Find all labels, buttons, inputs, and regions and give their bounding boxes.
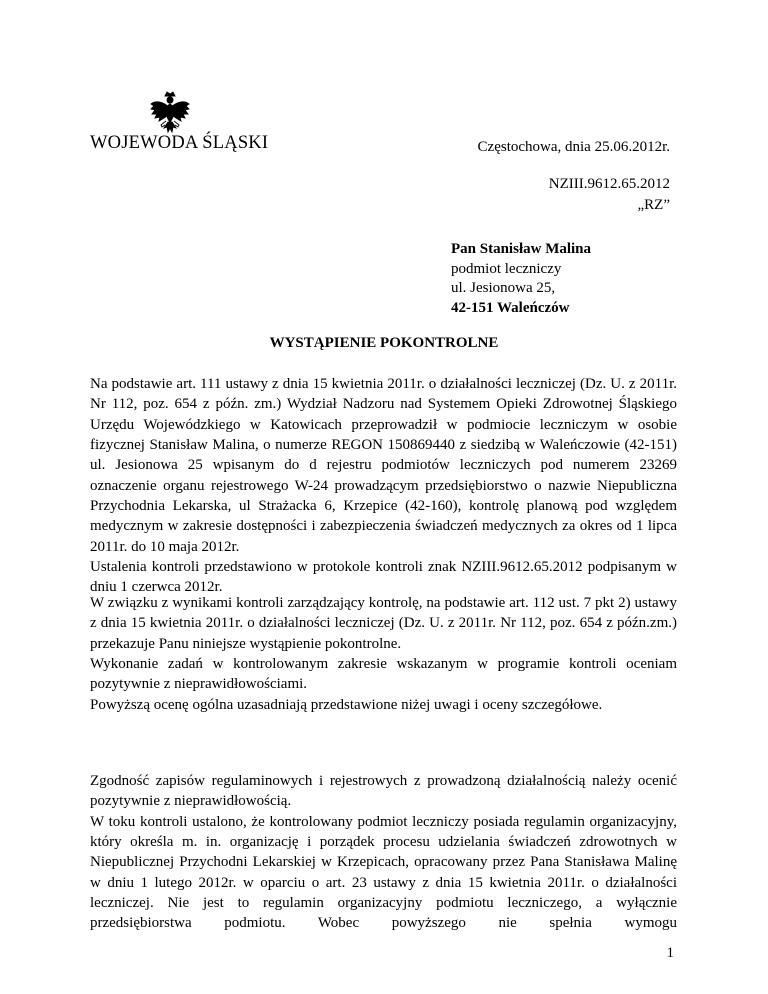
paragraph-line: W toku kontroli ustalono, że kontrolowany podmiot leczniczy posiada regulamin organizacyjny, który określa m. in. organizację i porządek procesu udzielania świadczeń zdrowotnych w Niepublicznej Przychodni Lekarskiej w Krzepicach, opracowany przez Pana Stanisława Malinę w dniu 1 lutego 2012r. w oparciu o art. 23 ustawy z dnia 15 kwietnia 2011r. o działalności leczniczej. Nie jest to regulamin organizacyjny podmiotu leczniczego, a wyłącznie przedsiębiorstwa podmiotu. Wobec powyższego nie spełnia wymogu [90,813,677,932]
paragraph-line: Na podstawie art. 111 ustawy z dnia 15 kwietnia 2011r. o działalności leczniczej (Dz. U. z 2011r. Nr 112, poz. 654 z późn. zm.) Wydział Nadzoru nad Systemem Opieki Zdrowotnej Śląskiego Urzędu Wojewódzkiego w Katowicach przeprowadził w podmiocie leczniczym w osobie fizycznej Stanisław Malina, o numerze REGON 150869440 z siedzibą w Waleńczowie (42-151) ul. Jesionowa 25 wpisanym do d rejestru podmiotów leczniczych pod numerem 23269 oznaczenie organu rejestrowego W-24 prowadzącym przedsiębiorstwo o nazwie Niepubliczna Przychodnia Lekarska, ul Strażacka 6, Krzepice (42-160), kontrolę planową pod względem medycznym w zakresie dostępności i zabezpieczenia świadczeń medycznych za okres od 1 lipca 2011r. do 10 maja 2012r. [90,376,677,555]
document-title: WYSTĄPIENIE POKONTROLNE [269,335,499,351]
paragraph-legal-basis [90,374,677,598]
paragraph-line: Powyższą ocenę ogólna uzasadniają przedstawione niżej uwagi i oceny szczegółowe. [90,696,603,713]
paragraph-assessment [90,593,677,715]
paragraph-findings [90,771,677,934]
paragraph-line: W związku z wynikami kontroli zarządzający kontrolę, na podstawie art. 112 ust. 7 pkt 2) ustawy z dnia 15 kwietnia 2011r. o działalności leczniczej (Dz. U. z 2011r. Nr 112, poz. 654 z późn.zm.) przekazuje Panu niniejsze wystąpienie pokontrolne. [90,595,677,652]
paragraph-line: Zgodność zapisów regulaminowych i rejestrowych z prowadzoną działalnością należy ocenić pozytywnie z nieprawidłowością. [90,773,677,810]
recipient-name: Pan Stanisław Malina [451,241,592,257]
polish-eagle-emblem [148,90,192,136]
place-and-date: Częstochowa, dnia 25.06.2012r. [477,139,670,155]
recipient-role: podmiot leczniczy [451,260,562,277]
reference-code: „RZ” [637,197,670,213]
paragraph-line: Ustalenia kontroli przedstawiono w protokole kontroli znak NZIII.9612.65.2012 podpisanym w dniu 1 czerwca 2012r. [90,559,677,596]
recipient-postal-city: 42-151 Waleńczów [451,299,570,316]
page-number: 1 [666,945,674,961]
paragraph-line: Wykonanie zadań w kontrolowanym zakresie wskazanym w programie kontroli oceniam pozytywnie z nieprawidłowościami. [90,656,677,693]
reference-number: NZIII.9612.65.2012 [548,176,670,192]
recipient-address-block [451,240,591,318]
recipient-street: ul. Jesionowa 25, [451,280,556,296]
issuer-name: WOJEWODA ŚLĄSKI [90,133,269,153]
